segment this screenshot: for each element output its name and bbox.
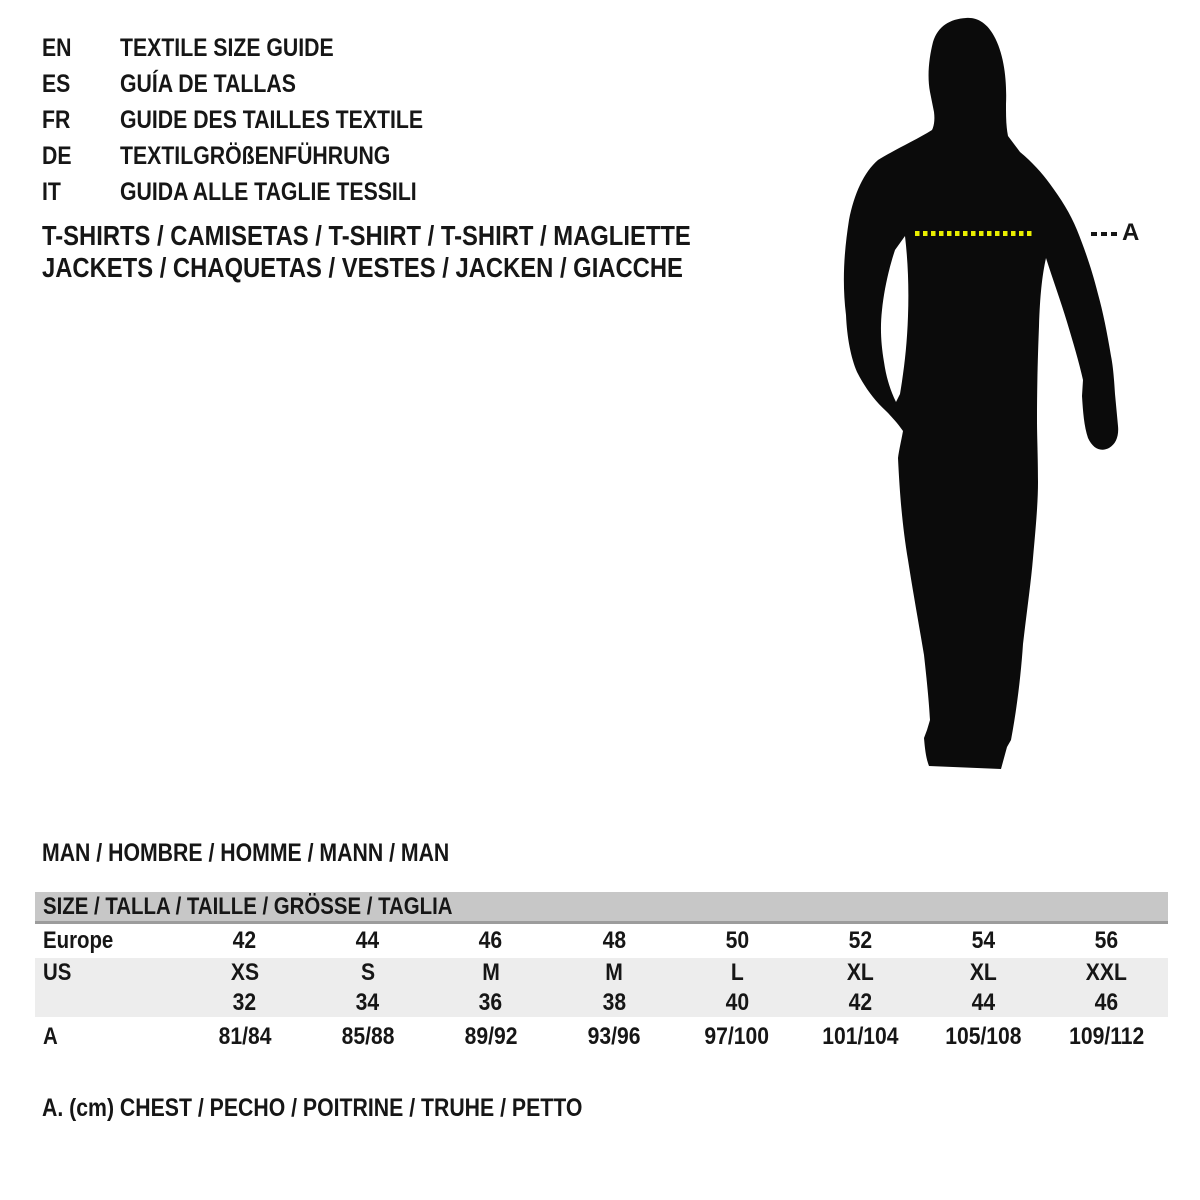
- section-title-man: MAN / HOMBRE / HOMME / MANN / MAN: [42, 839, 450, 867]
- language-title: GUIDA ALLE TAGLIE TESSILI: [120, 178, 417, 206]
- garment-categories: [42, 220, 805, 284]
- size-cell: XL: [846, 959, 874, 986]
- size-cell: 44: [355, 927, 380, 954]
- table-row-chest-a: [35, 1017, 1168, 1054]
- size-cell: 56: [1094, 927, 1119, 954]
- row-label: US: [43, 959, 72, 986]
- size-cell: 40: [725, 989, 749, 1016]
- language-row: [42, 66, 477, 102]
- language-row: [42, 102, 477, 138]
- size-cell: 46: [1094, 989, 1119, 1016]
- size-cell: XXL: [1085, 959, 1127, 986]
- size-cell: 105/108: [945, 1023, 1022, 1050]
- language-title: GUÍA DE TALLAS: [120, 70, 296, 98]
- size-cell: XL: [969, 959, 997, 986]
- table-row-europe: [35, 924, 1168, 958]
- language-row: [42, 138, 477, 174]
- chest-measurement-dotted-line: [915, 231, 1032, 236]
- size-cell: M: [482, 959, 500, 986]
- language-row: [42, 30, 477, 66]
- size-cell: 97/100: [704, 1023, 770, 1050]
- language-title: TEXTILGRÖßENFÜHRUNG: [120, 142, 391, 170]
- size-cell: 38: [602, 989, 626, 1016]
- man-silhouette: [820, 10, 1150, 800]
- size-table: [35, 892, 1168, 1054]
- size-cell: 48: [602, 927, 626, 954]
- size-cell: M: [605, 959, 623, 986]
- size-cell: XS: [230, 959, 259, 986]
- measurement-footnote: A. (cm) CHEST / PECHO / POITRINE / TRUHE / PETTO: [42, 1094, 583, 1122]
- size-cell: 109/112: [1068, 1023, 1145, 1050]
- language-title: TEXTILE SIZE GUIDE: [120, 34, 334, 62]
- size-cell: S: [360, 959, 375, 986]
- size-cell: 54: [971, 927, 996, 954]
- size-cell: 32: [232, 989, 257, 1016]
- language-row: [42, 174, 477, 210]
- language-code: EN: [42, 34, 72, 62]
- category-tshirts: T-SHIRTS / CAMISETAS / T-SHIRT / T-SHIRT / MAGLIETTE: [42, 220, 691, 251]
- size-cell: 52: [848, 927, 872, 954]
- size-cell: 89/92: [464, 1023, 518, 1050]
- language-code: FR: [42, 106, 71, 134]
- language-code: IT: [42, 178, 61, 206]
- size-cell: 42: [848, 989, 872, 1016]
- category-jackets: JACKETS / CHAQUETAS / VESTES / JACKEN / GIACCHE: [42, 252, 683, 283]
- table-row-us: [35, 958, 1168, 988]
- size-cell: 101/104: [822, 1023, 899, 1050]
- size-cell: 81/84: [218, 1023, 271, 1050]
- size-cell: L: [730, 959, 744, 986]
- size-cell: 46: [479, 927, 503, 954]
- table-row-numeric: [35, 988, 1168, 1017]
- measure-label-a: A: [1122, 219, 1140, 246]
- language-code: ES: [42, 70, 71, 98]
- size-cell: 85/88: [341, 1023, 395, 1050]
- size-table-header: SIZE / TALLA / TAILLE / GRÖSSE / TAGLIA: [35, 892, 1168, 924]
- row-label: A: [43, 1023, 58, 1050]
- language-code: DE: [42, 142, 72, 170]
- language-title: GUIDE DES TAILLES TEXTILE: [120, 106, 424, 134]
- size-cell: 93/96: [587, 1023, 641, 1050]
- size-cell: 36: [479, 989, 503, 1016]
- language-legend: [42, 30, 477, 210]
- size-cell: 34: [355, 989, 380, 1016]
- row-label: Europe: [43, 927, 114, 954]
- size-cell: 50: [725, 927, 749, 954]
- size-cell: 44: [971, 989, 996, 1016]
- measure-callout-dashes: [1091, 232, 1118, 236]
- size-cell: 42: [232, 927, 257, 954]
